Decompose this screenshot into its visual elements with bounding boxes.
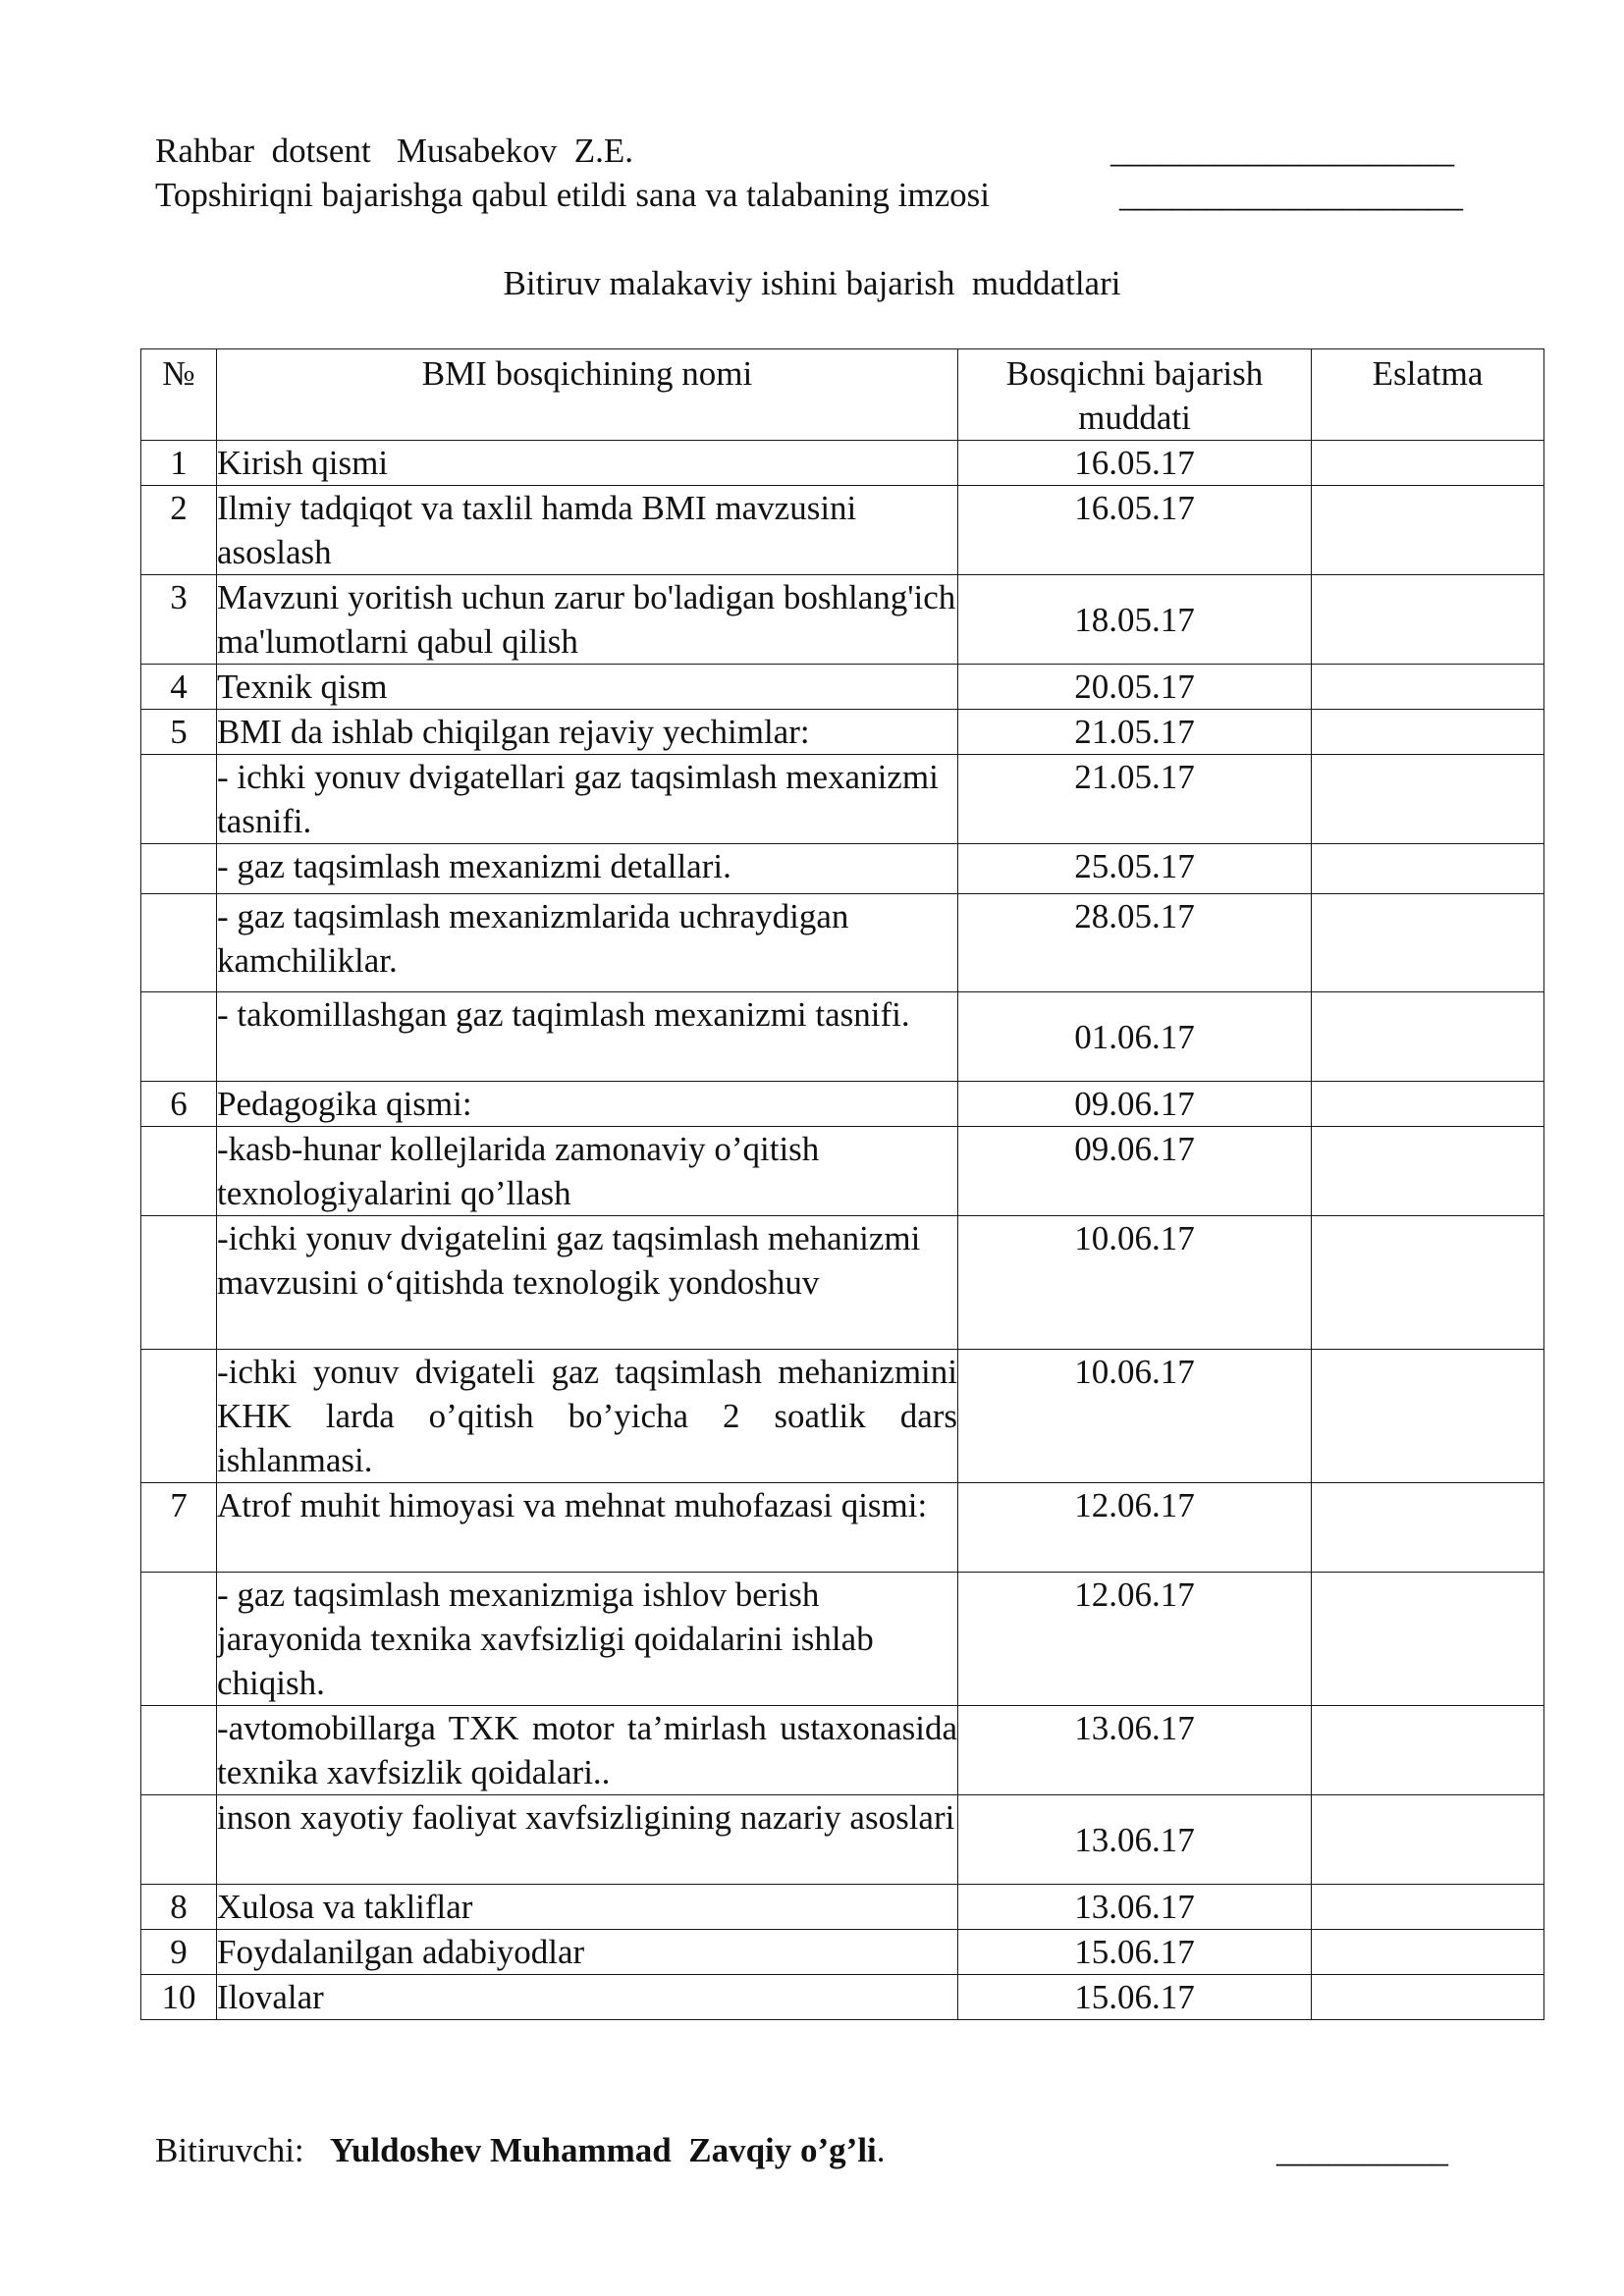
deadline-date: 09.06.17 (958, 1082, 1312, 1127)
column-header-number: № (141, 349, 217, 441)
deadline-date: 15.06.17 (958, 1975, 1312, 2020)
supervisor-signature-line: ____________________ (1110, 132, 1454, 170)
row-number (141, 1706, 217, 1795)
column-header-stage: BMI bosqichining nomi (217, 349, 958, 441)
table-row (141, 1216, 1544, 1350)
row-number: 1 (141, 441, 217, 486)
row-number: 4 (141, 665, 217, 710)
deadline-date: 18.05.17 (958, 575, 1312, 665)
deadline-date: 13.06.17 (958, 1885, 1312, 1930)
student-signature-line: ____________________ (1119, 176, 1463, 214)
acceptance-line: Topshiriqni bajarishga qabul etildi sana va talabaning imzosi (155, 176, 990, 214)
note-cell (1312, 992, 1544, 1082)
supervisor-line: Rahbar dotsent Musabekov Z.E. (155, 132, 633, 170)
deadline-date: 12.06.17 (958, 1483, 1312, 1573)
row-number: 9 (141, 1930, 217, 1975)
table-row (141, 710, 1544, 755)
deadline-date: 09.06.17 (958, 1127, 1312, 1216)
note-cell (1312, 1795, 1544, 1885)
graduate-signature-line: __________ (1276, 2131, 1448, 2169)
note-cell (1312, 1975, 1544, 2020)
row-number (141, 755, 217, 844)
row-number (141, 1795, 217, 1885)
deadline-date: 13.06.17 (958, 1706, 1312, 1795)
table-row (141, 1795, 1544, 1885)
note-cell (1312, 710, 1544, 755)
stage-name: Foydalanilgan adabiyodlar (217, 1930, 958, 1975)
note-cell (1312, 665, 1544, 710)
table-row (141, 1350, 1544, 1483)
table-row (141, 844, 1544, 894)
graduate-name: Yuldoshev Muhammad Zavqiy o’g’li (329, 2131, 877, 2169)
note-cell (1312, 844, 1544, 894)
stage-name: - gaz taqsimlash mexanizmiga ishlov berish jarayonida texnika xavfsizligi qoidalarini ishlab chiqish. (217, 1573, 958, 1706)
table-row (141, 992, 1544, 1082)
deadline-date: 16.05.17 (958, 441, 1312, 486)
deadline-date: 15.06.17 (958, 1930, 1312, 1975)
graduate-period: . (876, 2131, 886, 2169)
row-number (141, 1573, 217, 1706)
row-number: 7 (141, 1483, 217, 1573)
stage-name: Pedagogika qismi: (217, 1082, 958, 1127)
note-cell (1312, 1483, 1544, 1573)
note-cell (1312, 894, 1544, 992)
row-number: 6 (141, 1082, 217, 1127)
row-number (141, 1216, 217, 1350)
note-cell (1312, 1082, 1544, 1127)
stage-name: Xulosa va takliflar (217, 1885, 958, 1930)
deadline-date: 13.06.17 (958, 1795, 1312, 1885)
note-cell (1312, 486, 1544, 575)
note-cell (1312, 1216, 1544, 1350)
stage-name: - gaz taqsimlash mexanizmi detallari. (217, 844, 958, 894)
stage-name: -ichki yonuv dvigatelini gaz taqsimlash mehanizmi mavzusini o‘qitishda texnologik yondoshuv (217, 1216, 958, 1350)
row-number: 3 (141, 575, 217, 665)
graduate-line (155, 2128, 886, 2172)
table-row (141, 894, 1544, 992)
deadline-date: 01.06.17 (958, 992, 1312, 1082)
table-header-row (141, 349, 1544, 441)
stage-name: Kirish qismi (217, 441, 958, 486)
stage-name: Mavzuni yoritish uchun zarur bo'ladigan boshlang'ich ma'lumotlarni qabul qilish (217, 575, 958, 665)
note-cell (1312, 1573, 1544, 1706)
note-cell (1312, 755, 1544, 844)
table-row (141, 575, 1544, 665)
row-number: 8 (141, 1885, 217, 1930)
note-cell (1312, 441, 1544, 486)
deadline-date: 21.05.17 (958, 710, 1312, 755)
table-row (141, 1082, 1544, 1127)
table-row (141, 486, 1544, 575)
row-number (141, 844, 217, 894)
stage-name: - ichki yonuv dvigatellari gaz taqsimlash mexanizmi tasnifi. (217, 755, 958, 844)
table-row (141, 665, 1544, 710)
stage-name: Ilmiy tadqiqot va taxlil hamda BMI mavzusini asoslash (217, 486, 958, 575)
row-number (141, 992, 217, 1082)
table-title: Bitiruv malakaviy ishini bajarish muddatlari (503, 264, 1121, 302)
table-row (141, 441, 1544, 486)
row-number (141, 894, 217, 992)
table-row (141, 1483, 1544, 1573)
table-row (141, 1573, 1544, 1706)
column-header-deadline: Bosqichni bajarish muddati (958, 349, 1312, 441)
deadline-date: 20.05.17 (958, 665, 1312, 710)
deadline-date: 10.06.17 (958, 1350, 1312, 1483)
deadline-date: 21.05.17 (958, 755, 1312, 844)
note-cell (1312, 1930, 1544, 1975)
row-number: 10 (141, 1975, 217, 2020)
table-row (141, 1975, 1544, 2020)
row-number (141, 1127, 217, 1216)
stage-name: Atrof muhit himoyasi va mehnat muhofazasi qismi: (217, 1483, 958, 1573)
table-row (141, 1127, 1544, 1216)
stage-name: -avtomobillarga TXK motor ta’mirlash ustaxonasida texnika xavfsizlik qoidalari.. (217, 1706, 958, 1795)
note-cell (1312, 575, 1544, 665)
schedule-table (140, 348, 1544, 2020)
row-number: 2 (141, 486, 217, 575)
graduate-label: Bitiruvchi: (155, 2131, 304, 2169)
deadline-date: 16.05.17 (958, 486, 1312, 575)
note-cell (1312, 1350, 1544, 1483)
table-row (141, 1885, 1544, 1930)
table-row (141, 1930, 1544, 1975)
table-row (141, 755, 1544, 844)
deadline-date: 10.06.17 (958, 1216, 1312, 1350)
stage-name: -kasb-hunar kollejlarida zamonaviy o’qitish texnologiyalarini qo’llash (217, 1127, 958, 1216)
note-cell (1312, 1127, 1544, 1216)
stage-name: BMI da ishlab chiqilgan rejaviy yechimlar: (217, 710, 958, 755)
row-number (141, 1350, 217, 1483)
deadline-date: 12.06.17 (958, 1573, 1312, 1706)
note-cell (1312, 1706, 1544, 1795)
table-row (141, 1706, 1544, 1795)
deadline-date: 25.05.17 (958, 844, 1312, 894)
row-number: 5 (141, 710, 217, 755)
note-cell (1312, 1885, 1544, 1930)
deadline-date: 28.05.17 (958, 894, 1312, 992)
stage-name: - gaz taqsimlash mexanizmlarida uchraydigan kamchiliklar. (217, 894, 958, 992)
stage-name: Ilovalar (217, 1975, 958, 2020)
column-header-note: Eslatma (1312, 349, 1544, 441)
stage-name: - takomillashgan gaz taqimlash mexanizmi tasnifi. (217, 992, 958, 1082)
stage-name: Texnik qism (217, 665, 958, 710)
stage-name: inson xayotiy faoliyat xavfsizligining nazariy asoslari (217, 1795, 958, 1885)
stage-name: -ichki yonuv dvigateli gaz taqsimlash mehanizmini KHK larda o’qitish bo’yicha 2 soatlik dars ishlanmasi. (217, 1350, 958, 1483)
